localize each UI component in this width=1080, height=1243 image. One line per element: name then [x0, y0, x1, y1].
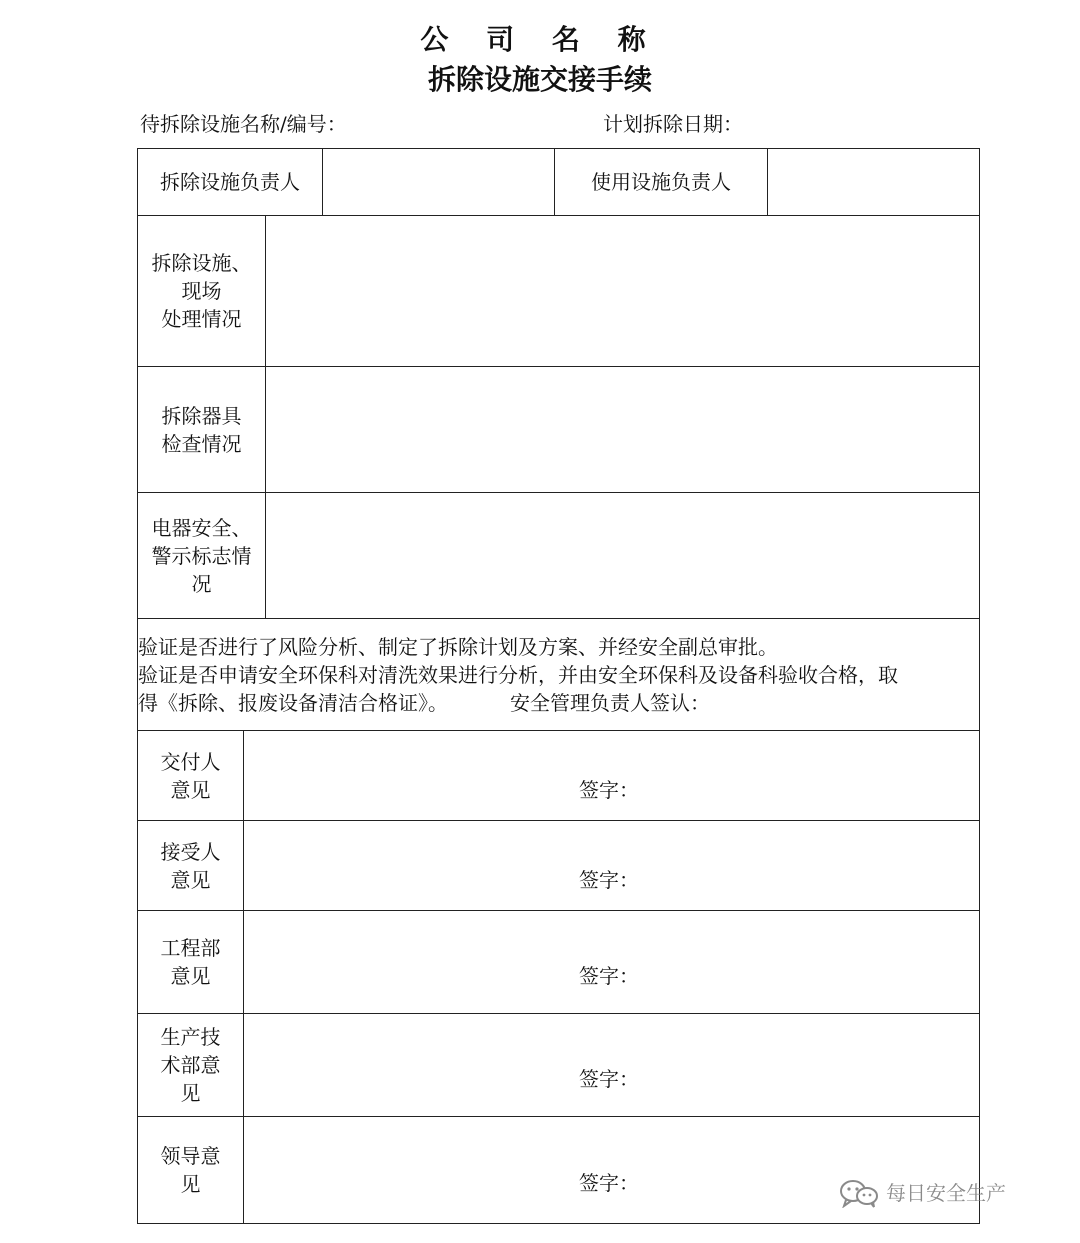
site-handling-label: 拆除设施、 现场 处理情况 — [138, 216, 266, 367]
tools-check-field[interactable] — [266, 367, 980, 493]
verification-row — [138, 619, 980, 731]
wechat-icon — [838, 1178, 880, 1208]
deliverer-opinion-label: 交付人 意见 — [138, 731, 244, 821]
production-tech-opinion-label: 生产技 术部意 见 — [138, 1014, 244, 1117]
user-owner-field[interactable] — [768, 149, 980, 216]
responsible-row — [138, 149, 980, 216]
electrical-safety-row — [138, 493, 980, 619]
safety-manager-signoff: 安全管理负责人签认： — [510, 690, 710, 715]
signature-label: 签字： — [579, 1067, 639, 1091]
user-owner-label: 使用设施负责人 — [555, 149, 768, 216]
receiver-opinion-label: 接受人 意见 — [138, 821, 244, 911]
deliverer-opinion-field[interactable] — [244, 731, 980, 821]
production-tech-opinion-field[interactable] — [244, 1014, 980, 1117]
tools-check-label: 拆除器具 检查情况 — [138, 367, 266, 493]
tools-check-row — [138, 367, 980, 493]
opinion-row-deliverer — [138, 731, 980, 821]
watermark — [838, 1178, 1006, 1208]
planned-date-label: 计划拆除日期： — [603, 112, 743, 136]
leadership-opinion-label: 领导意 见 — [138, 1117, 244, 1224]
company-name: 公 司 名 称 — [420, 23, 660, 56]
electrical-safety-label: 电器安全、 警示标志情 况 — [138, 493, 266, 619]
demolition-owner-field[interactable] — [323, 149, 555, 216]
signature-label: 签字： — [579, 868, 639, 892]
signature-label: 签字： — [579, 964, 639, 988]
handover-form-table — [137, 148, 980, 1224]
electrical-safety-field[interactable] — [266, 493, 980, 619]
facility-name-label: 待拆除设施名称/编号： — [140, 112, 347, 136]
watermark-text: 每日安全生产 — [886, 1181, 1006, 1205]
engineering-opinion-label: 工程部 意见 — [138, 911, 244, 1014]
signature-label: 签字： — [579, 778, 639, 802]
opinion-row-receiver — [138, 821, 980, 911]
demolition-owner-label: 拆除设施负责人 — [138, 149, 323, 216]
engineering-opinion-field[interactable] — [244, 911, 980, 1014]
opinion-row-engineering — [138, 911, 980, 1014]
site-handling-field[interactable] — [266, 216, 980, 367]
page-title: 拆除设施交接手续 — [427, 63, 652, 96]
verification-text: 验证是否进行了风险分析、制定了拆除计划及方案、并经安全副总审批。 验证是否申请安全环保科对清洗效果进行分析，并由安全环保科及设备科验收合格，取 得《拆除、报废设备清洁合格证》。 安全管理负责人签认： — [138, 619, 980, 731]
receiver-opinion-field[interactable] — [244, 821, 980, 911]
signature-label: 签字： — [579, 1171, 639, 1195]
opinion-row-production — [138, 1014, 980, 1117]
site-handling-row — [138, 216, 980, 367]
